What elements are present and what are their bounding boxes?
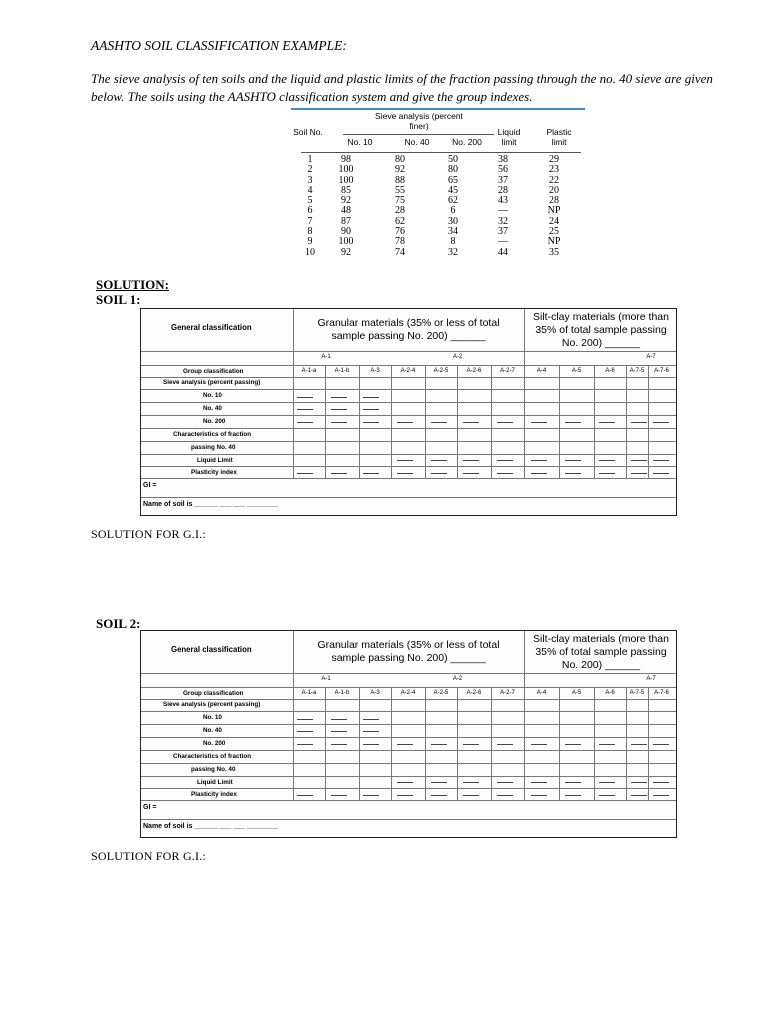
table-cell: 28 [395, 205, 405, 217]
classification-form-soil-1 [140, 308, 677, 516]
table-cell: 92 [395, 164, 405, 176]
blank-line [531, 795, 547, 796]
blank-line [431, 795, 447, 796]
table-cell: NP [547, 236, 561, 248]
table-cell: 8 [450, 236, 456, 248]
blank-line [599, 460, 615, 461]
table-row [299, 248, 584, 258]
table-cell: 28 [498, 184, 508, 196]
blank-line [565, 782, 581, 783]
general-classification-label: General classification [171, 323, 252, 332]
blank-line [297, 719, 313, 720]
table-cell: 8 [307, 226, 313, 238]
table-cell: 55 [395, 184, 405, 196]
soil-name-label: Name of soil is ______ ___ ___ ________ [143, 501, 279, 508]
problem-statement: The sieve analysis of ten soils and the liquid and plastic limits of the fraction passing through the no. 40 sieve are given below. The soils using the AASHTO classification system and give the group indexes. [91, 71, 713, 104]
blank-line [331, 744, 347, 745]
table-cell: 7 [307, 215, 313, 227]
table-cell: 24 [549, 215, 559, 227]
row-label: Group classification [183, 690, 244, 697]
table-cell: 50 [448, 154, 458, 165]
blank-line [397, 795, 413, 796]
table-cell: 1 [307, 154, 313, 165]
table-cell: 38 [498, 154, 508, 165]
table-cell: 10 [305, 246, 315, 258]
sieve-table-body [299, 155, 584, 258]
blank-line [331, 795, 347, 796]
silt-clay-header: Silt-clay materials (more than 35% of total sample passing No. 200) ______ [533, 633, 669, 671]
blank-line [431, 782, 447, 783]
group-column-a-2-4: A-2-4 [400, 368, 416, 374]
group-column-a-5: A-5 [571, 368, 582, 374]
group-column-a-1-b: A-1-b [334, 690, 350, 696]
blank-line [599, 473, 615, 474]
document-title: AASHTO SOIL CLASSIFICATION EXAMPLE: [91, 38, 347, 53]
blank-line [565, 473, 581, 474]
group-column-a-2-4: A-2-4 [400, 690, 416, 696]
blank-line [297, 397, 313, 398]
table-cell: 44 [498, 246, 508, 258]
group-column-a-2-5: A-2-5 [433, 690, 449, 696]
table-cell: 74 [395, 246, 405, 258]
blank-line [497, 782, 513, 783]
group-column-a-3: A-3 [370, 690, 380, 696]
row-label: No. 200 [203, 740, 226, 747]
blank-line [531, 460, 547, 461]
blank-line [565, 795, 581, 796]
blank-line [653, 795, 669, 796]
table-cell: 62 [395, 215, 405, 227]
blank-line [397, 460, 413, 461]
classification-form-soil-2 [140, 630, 677, 838]
blank-line [599, 782, 615, 783]
solution-label: SOLUTION: [96, 277, 169, 292]
row-label: Sieve analysis (percent passing) [163, 379, 261, 386]
blank-line [631, 460, 647, 461]
row-label: Group classification [183, 368, 244, 375]
table-cell: 6 [450, 205, 456, 217]
gi-solution-label-soil-2: SOLUTION FOR G.I.: [91, 849, 206, 863]
table-cell: 30 [448, 215, 458, 227]
blank-line [297, 744, 313, 745]
row-label: passing No. 40 [191, 766, 236, 773]
blank-line [565, 744, 581, 745]
blank-line [565, 422, 581, 423]
group-column-a-2-7: A-2-7 [500, 690, 515, 696]
soil-2-label: SOIL 2: [96, 616, 141, 631]
table-cell: 92 [341, 195, 351, 207]
blank-line [497, 795, 513, 796]
row-label: Liquid Limit [197, 457, 233, 464]
gi-label: GI = [143, 482, 157, 489]
blank-line [363, 409, 379, 410]
group-column-a-2-7: A-2-7 [500, 368, 515, 374]
blank-line [497, 473, 513, 474]
table-cell: 88 [395, 174, 405, 186]
blank-line [363, 795, 379, 796]
group-column-a-7-5: A-7-5 [629, 368, 645, 374]
table-cell: 25 [549, 226, 559, 238]
blank-line [331, 731, 347, 732]
blank-line [331, 409, 347, 410]
group-column-a-4: A-4 [536, 368, 547, 374]
blank-line [331, 719, 347, 720]
blank-line [297, 731, 313, 732]
general-classification-label: General classification [171, 645, 252, 654]
table-cell: 65 [448, 174, 458, 186]
blank-line [363, 473, 379, 474]
group-column-a-7-5: A-7-5 [629, 690, 645, 696]
blank-line [297, 409, 313, 410]
table-cell: 92 [341, 246, 351, 258]
sieve-group-header: Sieve analysis (percent finer) [375, 111, 463, 131]
table-cell: 62 [448, 195, 458, 207]
table-cell: 32 [448, 246, 458, 258]
blank-line [397, 744, 413, 745]
table-cell: 75 [395, 195, 405, 207]
table-cell: 9 [307, 236, 313, 248]
soil-1-label: SOIL 1: [96, 292, 141, 307]
blank-line [531, 473, 547, 474]
table-cell: 87 [341, 215, 351, 227]
blank-line [397, 473, 413, 474]
table-cell: 80 [448, 164, 458, 176]
table-cell: 80 [395, 154, 405, 165]
header-no-10: No. 10 [347, 137, 373, 147]
table-cell: 100 [338, 174, 354, 186]
blank-line [331, 473, 347, 474]
header-no-40: No. 40 [404, 137, 430, 147]
row-label: Sieve analysis (percent passing) [163, 701, 261, 708]
blank-line [431, 422, 447, 423]
soil-name-label: Name of soil is ______ ___ ___ ________ [143, 823, 279, 830]
table-cell: 78 [395, 236, 405, 248]
blank-line [363, 397, 379, 398]
table-cell: — [498, 236, 508, 248]
blank-line [653, 782, 669, 783]
group-column-a-6: A-6 [605, 368, 615, 374]
group-column-a-1-a: A-1-a [301, 690, 317, 696]
sieve-analysis-table [291, 108, 585, 272]
table-cell: 56 [498, 164, 508, 176]
table-cell: 20 [549, 184, 559, 196]
blank-line [463, 795, 479, 796]
blank-line [631, 473, 647, 474]
group-column-a-7-6: A-7-6 [654, 368, 669, 374]
table-cell: 45 [448, 184, 458, 196]
table-cell: 76 [395, 226, 405, 238]
blank-line [599, 795, 615, 796]
table-cell: 3 [307, 174, 313, 186]
row-label: No. 40 [203, 727, 222, 734]
table-cell: 23 [549, 164, 559, 176]
blank-line [463, 473, 479, 474]
blank-line [497, 460, 513, 461]
table-cell: 90 [341, 226, 351, 238]
blank-line [497, 744, 513, 745]
row-label: No. 10 [203, 392, 222, 399]
table-cell: 2 [307, 164, 313, 176]
blank-line [463, 460, 479, 461]
blank-line [431, 473, 447, 474]
row-label: No. 40 [203, 405, 222, 412]
table-cell: 100 [338, 236, 354, 248]
blank-line [463, 422, 479, 423]
row-label: Plasticity index [191, 469, 237, 476]
row-label: Plasticity index [191, 791, 237, 798]
header-no-200: No. 200 [452, 137, 482, 147]
granular-materials-header: Granular materials (35% or less of total sample passing No. 200) ______ [317, 639, 500, 664]
group-a1-label: A-1 [321, 676, 331, 682]
blank-line [599, 744, 615, 745]
row-label: No. 10 [203, 714, 222, 721]
blank-line [363, 422, 379, 423]
group-a7-label: A-7 [646, 354, 656, 360]
group-column-a-2-6: A-2-6 [466, 368, 482, 374]
gi-label: GI = [143, 804, 157, 811]
table-cell: 100 [338, 164, 354, 176]
table-cell: 5 [307, 195, 313, 207]
table-cell: 37 [498, 226, 508, 238]
silt-clay-header: Silt-clay materials (more than 35% of total sample passing No. 200) ______ [533, 311, 669, 349]
group-column-a-6: A-6 [605, 690, 615, 696]
blank-line [297, 422, 313, 423]
group-column-a-1-b: A-1-b [334, 368, 350, 374]
header-plastic-limit: Plastic limit [546, 127, 572, 147]
blank-line [631, 744, 647, 745]
group-a1-label: A-1 [321, 354, 331, 360]
blank-line [463, 782, 479, 783]
row-label: No. 200 [203, 418, 226, 425]
table-cell: 98 [341, 154, 351, 165]
blank-line [363, 719, 379, 720]
row-label: passing No. 40 [191, 444, 236, 451]
blank-line [531, 422, 547, 423]
table-cell: 4 [307, 184, 313, 196]
group-column-a-4: A-4 [536, 690, 547, 696]
blank-line [599, 422, 615, 423]
blank-line [431, 744, 447, 745]
table-cell: NP [547, 205, 561, 217]
table-cell: 35 [549, 246, 559, 258]
table-cell: 37 [498, 174, 508, 186]
blank-line [565, 460, 581, 461]
header-liquid-limit: Liquid limit [497, 127, 521, 147]
table-cell: 32 [498, 215, 508, 227]
table-cell: 34 [448, 226, 458, 238]
blank-line [653, 422, 669, 423]
blank-line [531, 782, 547, 783]
table-cell: 28 [549, 195, 559, 207]
blank-line [297, 795, 313, 796]
row-label: Liquid Limit [197, 779, 233, 786]
group-column-a-1-a: A-1-a [301, 368, 317, 374]
gi-solution-label-soil-1: SOLUTION FOR G.I.: [91, 527, 206, 541]
blank-line [431, 460, 447, 461]
granular-materials-header: Granular materials (35% or less of total sample passing No. 200) ______ [317, 317, 500, 342]
header-soil-no: Soil No. [293, 127, 323, 137]
blank-line [631, 795, 647, 796]
group-column-a-2-6: A-2-6 [466, 690, 482, 696]
blank-line [531, 744, 547, 745]
blank-line [397, 422, 413, 423]
solution-heading [96, 277, 169, 292]
group-column-a-5: A-5 [571, 690, 582, 696]
blank-line [363, 744, 379, 745]
table-cell: 48 [341, 205, 351, 217]
row-label: Characteristics of fraction [173, 753, 252, 760]
group-a2-label: A-2 [452, 676, 463, 682]
blank-line [297, 473, 313, 474]
group-a2-label: A-2 [452, 354, 463, 360]
blank-line [653, 473, 669, 474]
row-label: Characteristics of fraction [173, 431, 252, 438]
blank-line [631, 782, 647, 783]
blank-line [397, 782, 413, 783]
blank-line [653, 744, 669, 745]
blank-line [653, 460, 669, 461]
blank-line [331, 422, 347, 423]
table-cell: 43 [498, 195, 508, 207]
table-cell: 6 [307, 205, 313, 217]
blank-line [463, 744, 479, 745]
blank-line [497, 422, 513, 423]
blank-line [331, 397, 347, 398]
blank-line [631, 422, 647, 423]
group-column-a-2-5: A-2-5 [433, 368, 449, 374]
group-column-a-7-6: A-7-6 [654, 690, 669, 696]
group-column-a-3: A-3 [370, 368, 380, 374]
table-cell: 29 [549, 154, 559, 165]
group-a7-label: A-7 [646, 676, 656, 682]
table-cell: 85 [341, 184, 351, 196]
table-cell: 22 [549, 174, 559, 186]
table-cell: — [498, 205, 508, 217]
blank-line [363, 731, 379, 732]
